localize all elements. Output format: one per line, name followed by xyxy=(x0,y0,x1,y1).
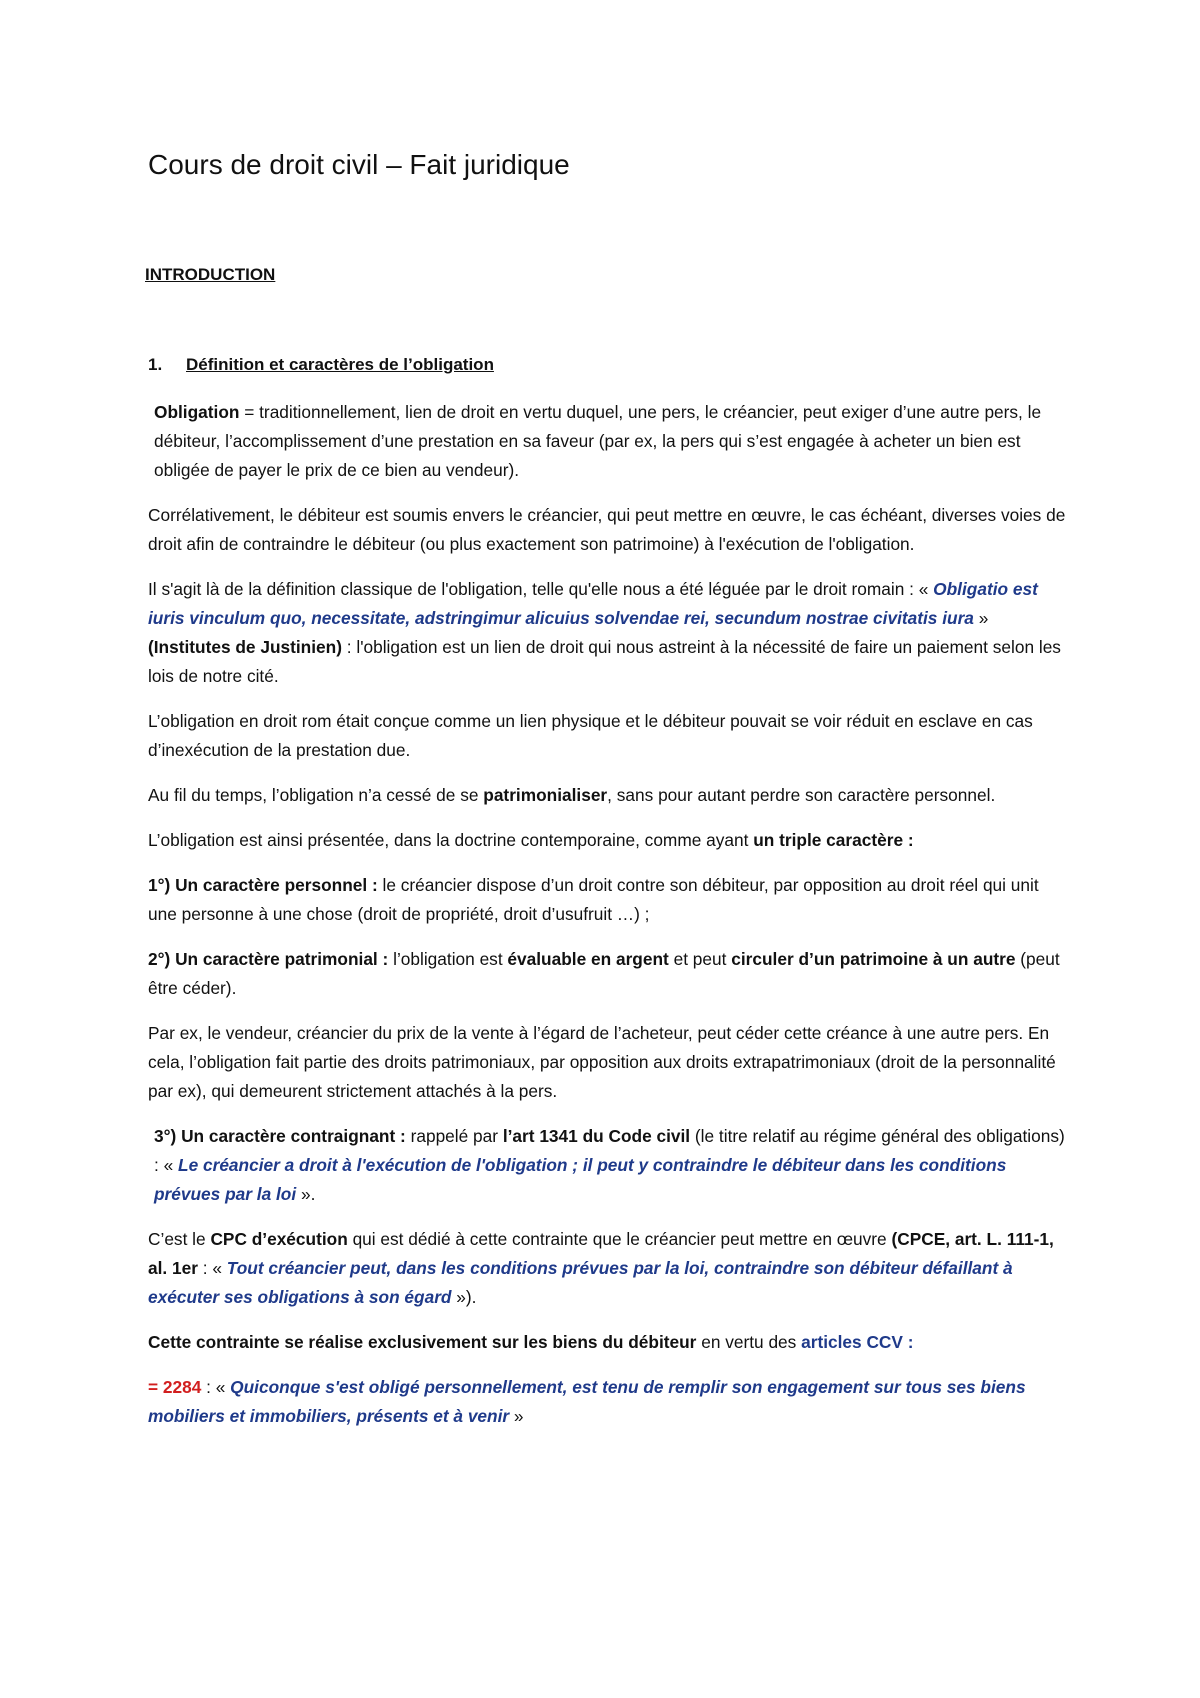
text: » xyxy=(509,1406,524,1426)
article-reference: (CPCE, art. L. 111-1, al. 1er xyxy=(148,1229,1054,1278)
term-patrimonialiser: patrimonialiser xyxy=(483,785,608,805)
paragraph-caractere-contraignant xyxy=(148,1122,1068,1209)
legal-quote: Quiconque s'est obligé personnellement, est tenu de remplir son engagement sur tous ses biens mobiliers et immobiliers, présents et à venir xyxy=(148,1377,1026,1426)
legal-quote: Le créancier a droit à l'exécution de l'obligation ; il peut y contraindre le débiteur dans les conditions prévues par la loi xyxy=(154,1155,1007,1204)
text: Il s'agit là de la définition classique de l'obligation, telle qu'elle nous a été léguée par le droit romain : « xyxy=(148,579,934,599)
paragraph-cpc-execution xyxy=(148,1225,1068,1312)
paragraph-exemple-vendeur xyxy=(148,1019,1068,1106)
text: (peut être céder). xyxy=(148,949,1060,998)
article-number: = 2284 xyxy=(148,1377,202,1397)
text: Par ex, le vendeur, créancier du prix de la vente à l’égard de l’acheteur, peut céder cette créance à une autre pers. En cela, l’obligation fait partie des droits patrimoniaux, par opposition aux droits extrapatrimoniaux (droit de la personnalité par ex), qui demeurent strictement attachés à la pers. xyxy=(148,1023,1056,1101)
text: »). xyxy=(451,1287,477,1307)
item-label: 1°) Un caractère personnel : xyxy=(148,875,378,895)
emphasis: circuler d’un patrimoine à un autre xyxy=(731,949,1016,969)
text: = traditionnellement, lien de droit en vertu duquel, une pers, le créancier, peut exiger d’une autre pers, le débiteur, l’accomplissement d’une prestation en sa faveur (par ex, la pers qui s’est engagée à acheter un bien est obligée de payer le prix de ce bien au vendeur). xyxy=(154,402,1042,480)
item-label: 3°) Un caractère contraignant : xyxy=(154,1126,406,1146)
paragraph-correlativement xyxy=(148,501,1068,559)
text: , sans pour autant perdre son caractère personnel. xyxy=(607,785,996,805)
subsection-title: Définition et caractères de l’obligation xyxy=(186,355,494,374)
paragraph-droit-romain xyxy=(148,707,1068,765)
legal-quote: Tout créancier peut, dans les conditions prévues par la loi, contraindre son débiteur défaillant à exécuter ses obligations à son égard xyxy=(148,1258,1013,1307)
emphasis: évaluable en argent xyxy=(507,949,669,969)
paragraph-definition xyxy=(148,398,1068,485)
text: qui est dédié à cette contrainte que le créancier peut mettre en œuvre xyxy=(347,1229,892,1249)
article-reference: l’art 1341 du Code civil xyxy=(502,1126,691,1146)
item-label: 2°) Un caractère patrimonial : xyxy=(148,949,389,969)
term-triple-caractere: un triple caractère : xyxy=(753,830,914,850)
paragraph-contrainte-biens xyxy=(148,1328,1068,1357)
paragraph-patrimonialisation xyxy=(148,781,1068,810)
text: Corrélativement, le débiteur est soumis envers le créancier, qui peut mettre en œuvre, le cas échéant, diverses voies de droit afin de contraindre le débiteur (ou plus exactement son patrimoine) à l'exécution de l'obligation. xyxy=(148,505,1066,554)
term-obligation: Obligation xyxy=(154,402,240,422)
paragraph-definition-classique xyxy=(148,575,1068,691)
text: l’obligation est xyxy=(388,949,508,969)
paragraph-article-2284 xyxy=(148,1373,1068,1431)
text: : « xyxy=(201,1377,231,1397)
emphasis: CPC d’exécution xyxy=(210,1229,348,1249)
text: : l'obligation est un lien de droit qui nous astreint à la nécessité de faire un paiement selon les lois de notre cité. xyxy=(148,637,1061,686)
emphasis: Cette contrainte se réalise exclusivement sur les biens du débiteur xyxy=(148,1332,697,1352)
text: ». xyxy=(296,1184,316,1204)
section-heading-introduction: INTRODUCTION xyxy=(145,265,276,284)
text: C’est le xyxy=(148,1229,211,1249)
subsection-number: 1. xyxy=(148,355,163,374)
text: et peut xyxy=(668,949,732,969)
text: Au fil du temps, l’obligation n’a cessé de se xyxy=(148,785,484,805)
text: L’obligation en droit rom était conçue comme un lien physique et le débiteur pouvait se voir réduit en esclave en cas d’inexécution de la prestation due. xyxy=(148,711,1033,760)
source-reference: (Institutes de Justinien) xyxy=(148,637,342,657)
text: rappelé par xyxy=(405,1126,503,1146)
document-body xyxy=(148,398,1068,1447)
text: : « xyxy=(197,1258,227,1278)
subsection-heading xyxy=(148,355,494,375)
text: le créancier dispose d’un droit contre son débiteur, par opposition au droit réel qui unit une personne à une chose (droit de propriété, droit d’usufruit …) ; xyxy=(148,875,1039,924)
paragraph-caractere-patrimonial xyxy=(148,945,1068,1003)
paragraph-triple-caractere xyxy=(148,826,1068,855)
text: en vertu des xyxy=(696,1332,802,1352)
paragraph-caractere-personnel xyxy=(148,871,1068,929)
text: L’obligation est ainsi présentée, dans la doctrine contemporaine, comme ayant xyxy=(148,830,754,850)
articles-label: articles CCV : xyxy=(801,1332,914,1352)
document-title: Cours de droit civil – Fait juridique xyxy=(148,149,570,180)
text: » xyxy=(973,608,989,628)
text: (le titre relatif au régime général des obligations) : « xyxy=(154,1126,1065,1175)
latin-quote: Obligatio est iuris vinculum quo, necessitate, adstringimur alicuius solvendae rei, secundum nostrae civitatis iura xyxy=(148,579,1038,628)
